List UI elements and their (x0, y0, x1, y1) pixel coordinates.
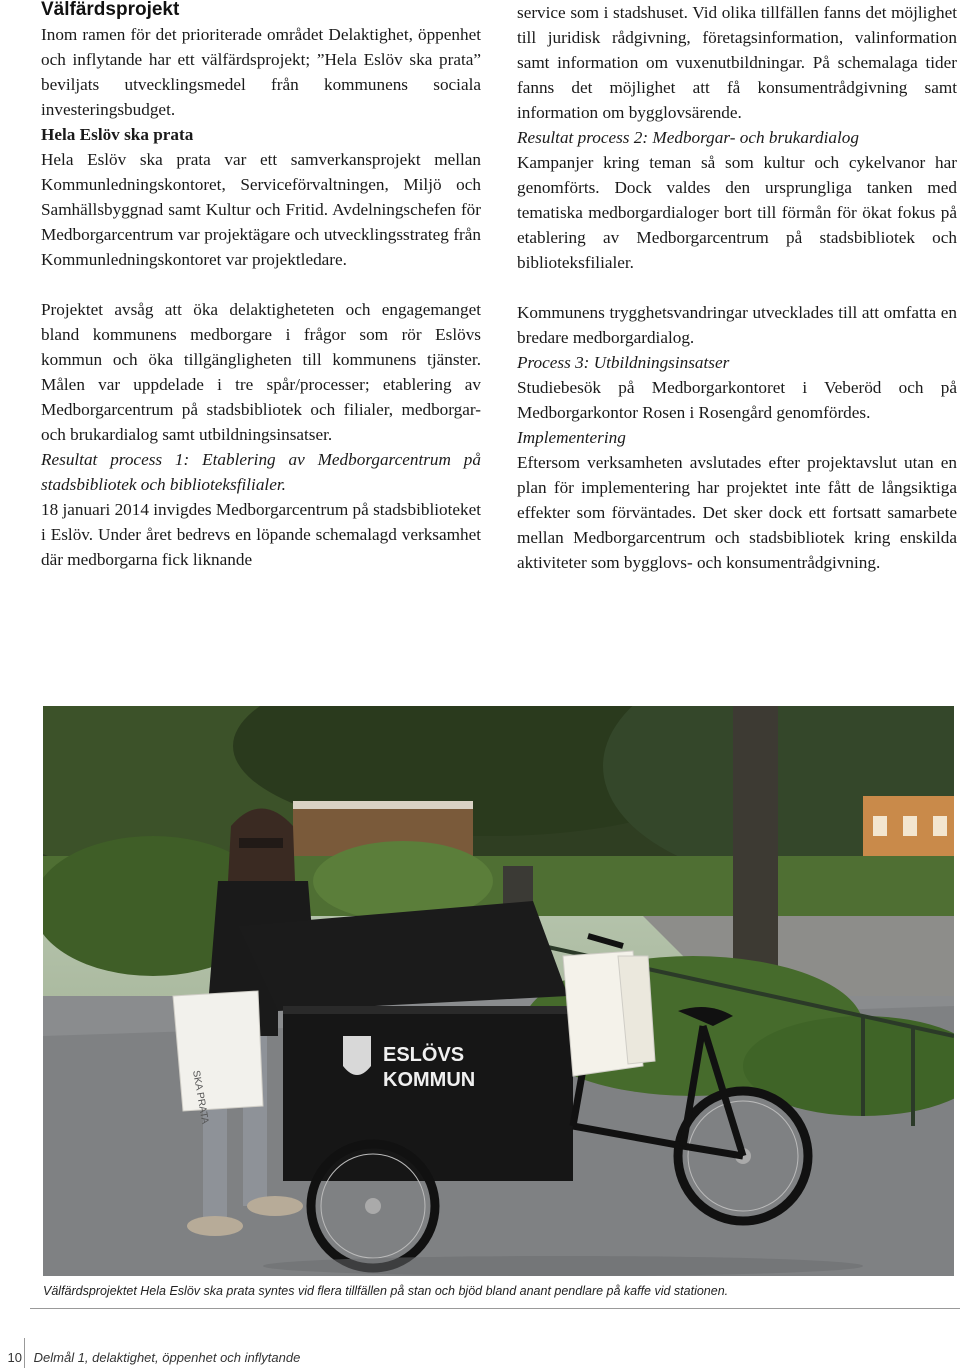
cart-text-line2: KOMMUN (383, 1069, 476, 1091)
footer-section-title: Delmål 1, delaktighet, öppenhet och inflytande (33, 1350, 301, 1365)
photo-caption: Välfärdsprojektet Hela Eslöv ska prata syntes vid flera tillfällen på stan och bjöd bland anant pendlare på kaffe vid stationen. (43, 1284, 729, 1298)
result2-text-2: Kommunens trygghetsvandringar utvecklades till att omfatta en bredare medborgardialog. (517, 303, 957, 347)
left-column (41, 0, 481, 572)
continuation-paragraph: service som i stadshuset. Vid olika tillfällen fanns det möjlighet till juridisk rådgivning, företagsinformation, valinformation samt information om vuxenutbildningar. På schemalaga tider fanns det möjlighet att få konsumentrådgivning samt information om bygglovsärende. (517, 3, 957, 122)
right-column (517, 0, 957, 575)
result2-heading: Resultat process 2: Medborgar- och brukardialog (517, 128, 859, 147)
footer-rule (30, 1308, 960, 1309)
paragraph-project-goals: Projektet avsåg att öka delaktigheteten och engagemanget bland kommunens medborgare i frågor som rör Eslövs kommun och öka tillgängligheten till kommunens tjänster. Målen var uppdelade i tre spår/processer; etablering av Medborgarcentrum på stadsbibliotek och filialer, medborgar- och brukardialog samt utbildningsinsatser. (41, 300, 481, 444)
bag-text: SKA PRATA (190, 1069, 211, 1125)
photo-cargo-bike (43, 706, 954, 1276)
implementation-text: Eftersom verksamheten avslutades efter projektavslut utan en plan för implementering har projektet inte fått de långsiktiga effekter som förväntades. Det sker dock ett fortsatt samarbete mellan Medborgarcentrum och stadsbibliotek kring enskilda aktiviteter som bygglovs- och konsumentrådgivning. (517, 453, 957, 572)
footer-divider (24, 1338, 25, 1368)
paragraph-project-description: Hela Eslöv ska prata var ett samverkansprojekt mellan Kommunledningskontoret, Serviceförvaltningen, Miljö och Samhällsbyggnad samt Kultur och Fritid. Avdelningschefen för Medborgarcentrum var projektägare och utvecklingsstrateg från Kommunledningskontoret var projektledare. (41, 150, 481, 269)
result1-heading: Resultat process 1: Etablering av Medborgarcentrum på stadsbibliotek och biblioteksfilialer. (41, 450, 481, 494)
result2-text: Kampanjer kring teman så som kultur och cykelvanor har genomförts. Dock valdes den ursprungliga tanken med tematiska medborgardialoger bort till förmån för ökat fokus på etablering av Medborgarcentrum på stadsbibliotek och biblioteksfilialer. (517, 153, 957, 272)
photo-illustration (43, 706, 954, 1276)
intro-paragraph: Inom ramen för det prioriterade området Delaktighet, öppenhet och inflytande har ett välfärdsprojekt; ”Hela Eslöv ska prata” beviljats utvecklingsmedel från kommunens sociala investeringsbudget. (41, 25, 481, 119)
page-number: 10 (7, 1350, 22, 1365)
page-footer (0, 1350, 300, 1365)
process3-heading: Process 3: Utbildningsinsatser (517, 353, 730, 372)
process3-text: Studiebesök på Medborgarkontoret i Veberöd och på Medborgarkontor Rosen i Rosengård genomfördes. (517, 378, 957, 422)
result1-text: 18 januari 2014 invigdes Medborgarcentrum på stadsbiblioteket i Eslöv. Under året bedrevs en löpande schemalagd verksamhet där medborgarna fick liknande (41, 500, 481, 569)
implementation-heading: Implementering (517, 428, 626, 447)
section-title: Välfärdsprojekt (41, 0, 180, 20)
subheading-hela-eslov: Hela Eslöv ska prata (41, 125, 194, 144)
cart-text-line1: ESLÖVS (383, 1044, 465, 1066)
